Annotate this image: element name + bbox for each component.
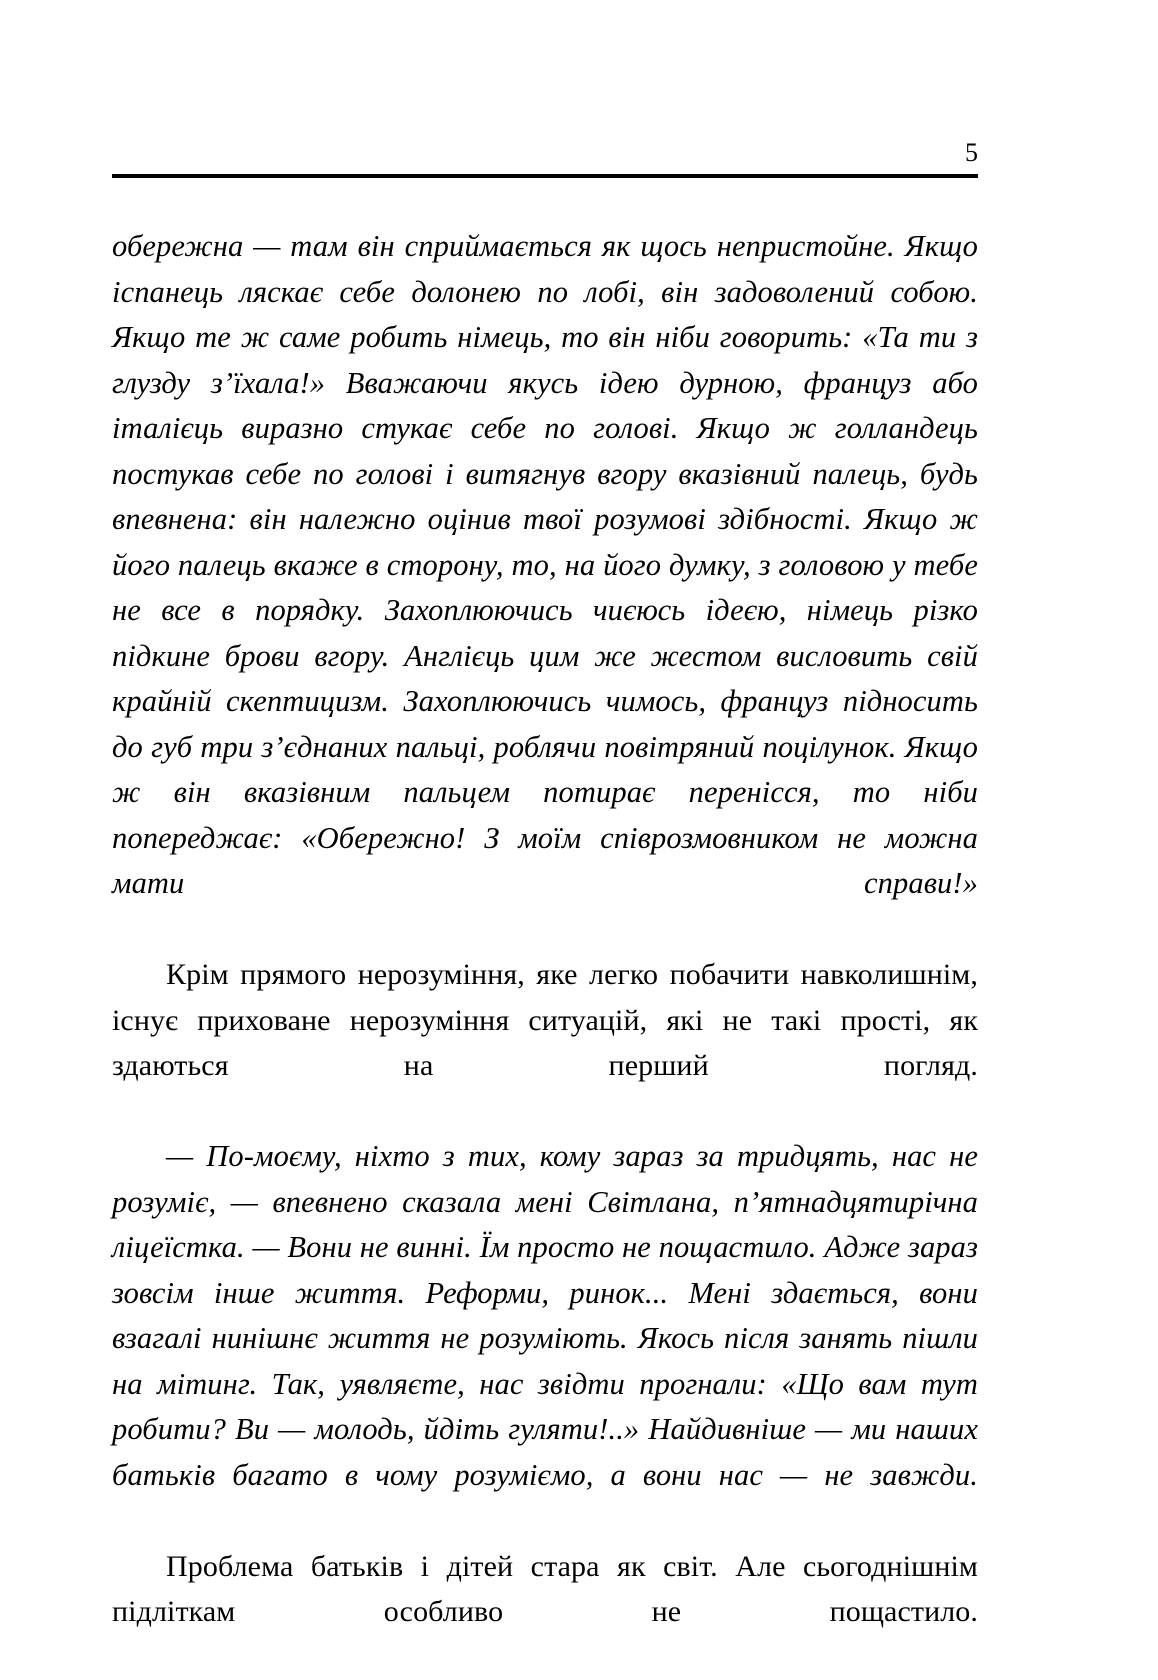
header-rule bbox=[112, 174, 978, 178]
page-number: 5 bbox=[965, 140, 978, 166]
body-text bbox=[112, 224, 978, 1680]
running-head bbox=[112, 128, 978, 172]
paragraph-3: — По-моєму, ніхто з тих, кому зараз за тридцять, нас не розуміє, — впевнено сказала мені Світлана, п’ятнадцятирічна ліцеїстка. — Вони не винні. Їм просто не пощастило. Адже зараз зовсім інше життя. Реформи, ринок... Мені здається, вони взагалі нинішнє життя не розуміють. Якось після занять пішли на мітинг. Так, уявляєте, нас звідти прогнали: «Що вам тут робити? Ви — молодь, йдіть гуляти!..» Найдивніше — ми наших батьків багато в чому розуміємо, а вони нас — не завжди. bbox=[112, 1134, 978, 1544]
paragraph-2: Крім прямого нерозуміння, яке легко побачити навколишнім, існує приховане нерозуміння ситуацій, які не такі прості, як здаються на перший погляд. bbox=[112, 952, 978, 1134]
content-column bbox=[112, 128, 978, 1680]
paragraph-4: Проблема батьків і дітей стара як світ. Але сьогоднішнім підліткам особливо не пощастило. bbox=[112, 1544, 978, 1680]
paragraph-1: обережна — там він сприймається як щось непристойне. Якщо іспанець ляскає себе долонею по лобі, він задоволений собою. Якщо те ж саме робить німець, то він ніби говорить: «Та ти з глузду з’їхала!» Вважаючи якусь ідею дурною, француз або італієць виразно стукає себе по голові. Якщо ж голландець постукав себе по голові і витягнув вгору вказівний палець, будь впевнена: він належно оцінив твої розумові здібності. Якщо ж його палець вкаже в сторону, то, на його думку, з головою у тебе не все в порядку. Захоплюючись чиєюсь ідеєю, німець різко підкине брови вгору. Англієць цим же жестом висловить свій крайній скептицизм. Захоплюючись чимось, француз підносить до губ три з’єднаних пальці, роблячи повітряний поцілунок. Якщо ж він вказівним пальцем потирає перенісся, то ніби попереджає: «Обережно! З моїм співрозмовником не можна мати справи!» bbox=[112, 224, 978, 952]
